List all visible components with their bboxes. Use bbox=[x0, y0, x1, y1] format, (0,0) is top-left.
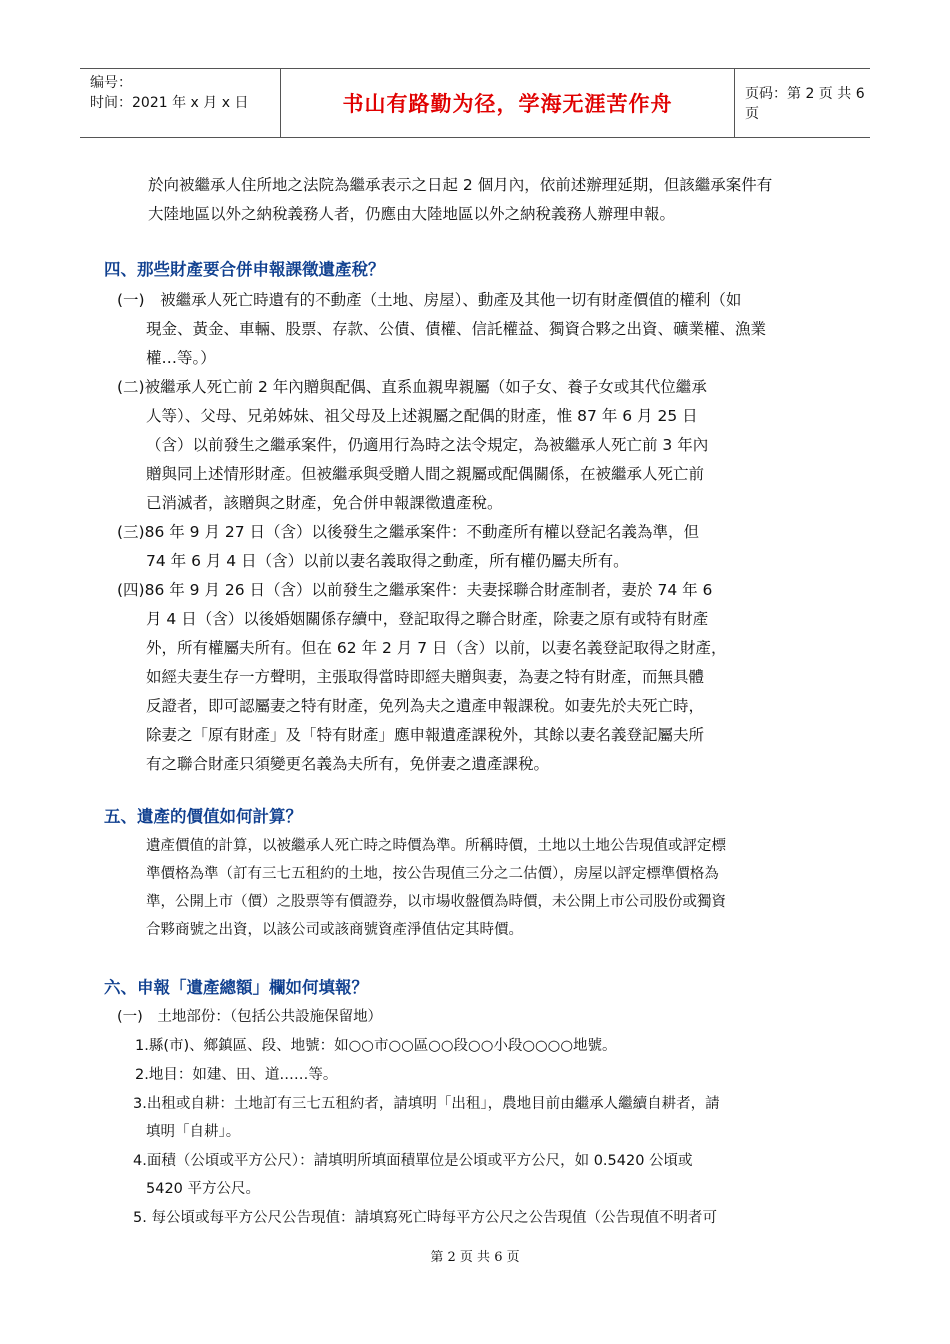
s4-item4-line5: 反證者，即可認屬妻之特有財產，免列為夫之遺產申報課稅。如妻先於夫死亡時， bbox=[146, 697, 705, 715]
s4-item4-line6: 除妻之「原有財產」及「特有財產」應申報遺產課稅外，其餘以妻名義登記屬夫所 bbox=[146, 726, 705, 744]
s4-item2-line4: 贈與同上述情形財產。但被繼承與受贈人間之親屬或配偶關係，在被繼承人死亡前 bbox=[146, 465, 705, 483]
s4-item1-line1: (一) 被繼承人死亡時遺有的不動產（土地、房屋）、動產及其他一切有財產價值的權利（如 bbox=[117, 291, 742, 309]
section6-title: 六、申報「遺產總額」欄如何填報？ bbox=[104, 978, 368, 997]
intro-line-1: 於向被繼承人住所地之法院為繼承表示之日起 2 個月內，依前述辦理延期，但該繼承案件有 bbox=[148, 176, 773, 194]
s6-item4-line1: 4.面積（公頃或平方公尺）：請填明所填面積單位是公頃或平方公尺，如 0.5420 公頃或 bbox=[133, 1153, 693, 1169]
section4-title: 四、那些財產要合併申報課徵遺產稅？ bbox=[104, 260, 385, 279]
s6-item2: 2.地目：如建、田、道……等。 bbox=[135, 1067, 338, 1083]
s4-item1-line2: 現金、黃金、車輛、股票、存款、公債、債權、信託權益、獨資合夥之出資、礦業權、漁業 bbox=[146, 320, 767, 338]
header-time: 时间：2021 年 x 月 x 日 bbox=[90, 95, 249, 111]
s4-item2-line1: (二)被繼承人死亡前 2 年內贈與配偶、直系血親卑親屬（如子女、養子女或其代位繼承 bbox=[117, 378, 707, 396]
s4-item4-line2: 月 4 日（含）以後婚姻關係存續中，登記取得之聯合財產，除妻之原有或特有財產 bbox=[146, 610, 709, 628]
s5-line3: 準，公開上市（價）之股票等有價證券，以市場收盤價為時價，未公開上市公司股份或獨資 bbox=[146, 894, 726, 910]
s4-item2-line5: 已消滅者，該贈與之財產，免合併申報課徵遺產稅。 bbox=[146, 494, 503, 512]
s5-line1: 遺產價值的計算，以被繼承人死亡時之時價為準。所稱時價，土地以土地公告現值或評定標 bbox=[146, 838, 726, 854]
header-number-label: 编号： bbox=[90, 75, 132, 91]
s4-item4-line7: 有之聯合財產只須變更名義為夫所有，免併妻之遺產課稅。 bbox=[146, 755, 550, 773]
s4-item3-line2: 74 年 6 月 4 日（含）以前以妻名義取得之動產，所有權仍屬夫所有。 bbox=[146, 552, 629, 570]
s4-item2-line3: （含）以前發生之繼承案件，仍適用行為時之法令規定，為被繼承人死亡前 3 年內 bbox=[146, 436, 709, 454]
s6-item5-line1: 5. 每公頃或每平方公尺公告現值：請填寫死亡時每平方公尺之公告現值（公告現值不明者可 bbox=[133, 1210, 717, 1226]
header-page-info: 页码：第 2 页 共 6 页 bbox=[745, 86, 865, 122]
s4-item1-line3: 權…等。） bbox=[146, 349, 216, 367]
s5-line2: 準價格為準（訂有三七五租約的土地，按公告現值三分之二估價），房屋以評定標準價格為 bbox=[146, 866, 719, 882]
s6-item3-line1: 3.出租或自耕：土地訂有三七五租約者，請填明「出租」，農地目前由繼承人繼續自耕者，請 bbox=[133, 1096, 720, 1112]
s6-item4-line2: 5420 平方公尺。 bbox=[146, 1181, 261, 1197]
s4-item4-line3: 外，所有權屬夫所有。但在 62 年 2 月 7 日（含）以前，以妻名義登記取得之財產， bbox=[146, 639, 727, 657]
s6-item3-line2: 填明「自耕」。 bbox=[146, 1124, 241, 1140]
s5-line4: 合夥商號之出資，以該公司或該商號資產淨值估定其時價。 bbox=[146, 922, 523, 938]
s4-item4-line1: (四)86 年 9 月 26 日（含）以前發生之繼承案件：夫妻採聯合財產制者，妻於 74 年 6 bbox=[117, 581, 713, 599]
s6-item1: 1.縣(市)、鄉鎮區、段、地號：如○○市○○區○○段○○小段○○○○地號。 bbox=[135, 1038, 617, 1054]
s4-item3-line1: (三)86 年 9 月 27 日（含）以後發生之繼承案件：不動產所有權以登記名義為準，但 bbox=[117, 523, 700, 541]
s4-item4-line4: 如經夫妻生存一方聲明，主張取得當時即經夫贈與妻，為妻之特有財產，而無具體 bbox=[146, 668, 705, 686]
s4-item2-line2: 人等）、父母、兄弟姊妹、祖父母及上述親屬之配偶的財產，惟 87 年 6 月 25 日 bbox=[146, 407, 698, 425]
header-meta bbox=[80, 69, 280, 137]
header-motto: 书山有路勤为径，学海无涯苦作舟 bbox=[342, 91, 673, 116]
page-footer: 第 2 页 共 6 页 bbox=[430, 1250, 520, 1265]
header-motto-cell bbox=[280, 69, 735, 137]
intro-line-2: 大陸地區以外之納稅義務人者，仍應由大陸地區以外之納稅義務人辦理申報。 bbox=[148, 205, 676, 223]
page-header bbox=[80, 68, 870, 138]
section5-title: 五、遺產的價值如何計算？ bbox=[104, 807, 302, 826]
s6-subheading: (一) 土地部份：（包括公共設施保留地） bbox=[117, 1009, 383, 1025]
